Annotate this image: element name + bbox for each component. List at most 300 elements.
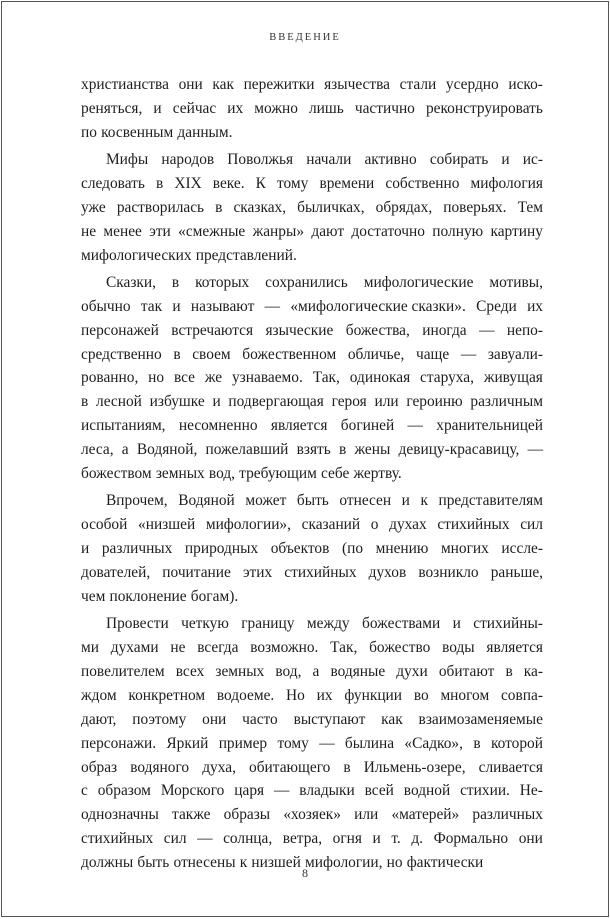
word-group (508, 73, 543, 97)
word-group (156, 172, 163, 196)
word: пример (218, 734, 268, 752)
text-line (81, 343, 543, 367)
word-group (128, 684, 205, 708)
word: которой (490, 734, 543, 752)
word-group (239, 462, 317, 486)
word-group (242, 708, 278, 732)
text-line (81, 660, 543, 684)
word-group (172, 803, 210, 827)
text-line (81, 121, 543, 145)
word: времени (319, 174, 375, 192)
word: и (153, 99, 162, 117)
word: часто (242, 710, 278, 728)
word-group (81, 196, 106, 220)
word: всей (364, 782, 394, 800)
page-number: 8 (302, 866, 308, 880)
word: Провести (106, 615, 169, 633)
word-group (213, 172, 245, 196)
word: называют (190, 297, 255, 315)
word-group (416, 343, 449, 367)
word-group (102, 537, 173, 561)
word-group (217, 684, 274, 708)
word-group (302, 513, 361, 537)
word-group (149, 220, 171, 244)
word: народов (161, 151, 215, 169)
word-group (491, 732, 543, 756)
word: различных (472, 806, 543, 824)
word: тому (277, 734, 309, 752)
word: природных (184, 540, 259, 558)
word: данным. (177, 123, 233, 141)
word: земных (215, 662, 265, 680)
word: уже (81, 198, 106, 216)
paragraph (81, 271, 543, 486)
word-group (505, 660, 512, 684)
word: дают (311, 222, 345, 240)
text-line (81, 196, 543, 220)
word-group (103, 220, 141, 244)
word: иногда (422, 321, 467, 339)
word: Яркий (166, 734, 209, 752)
word: пожелавший (205, 441, 289, 459)
text-line (81, 708, 543, 732)
word: однозначны (81, 806, 159, 824)
word: ис- (522, 151, 543, 169)
word-group (195, 271, 249, 295)
word: «матерей» (391, 806, 460, 824)
word: Тем (517, 198, 543, 216)
word: следовать (81, 174, 145, 192)
word: Формально (433, 830, 509, 848)
word-group (81, 779, 88, 803)
word-group (271, 537, 330, 561)
word: стихийны- (473, 615, 543, 633)
word-group (330, 636, 357, 660)
word: духи (396, 662, 428, 680)
text-line (81, 319, 543, 343)
word: растворилась (116, 198, 205, 216)
word-group (484, 366, 543, 390)
word-group (197, 636, 238, 660)
word-group (461, 343, 476, 367)
word-group (473, 732, 480, 756)
word-group (150, 390, 205, 414)
text-line (81, 390, 543, 414)
word: с (81, 782, 88, 800)
text-line (81, 489, 543, 513)
word: веке. (212, 174, 245, 192)
word-group (396, 660, 427, 684)
word: быличках, (297, 198, 365, 216)
word: так (140, 297, 163, 315)
word: «низшей (138, 516, 196, 534)
word: героиню (406, 393, 463, 411)
word: многих (440, 540, 489, 558)
word: — (479, 321, 495, 339)
word-group (486, 636, 543, 660)
word-group (411, 827, 423, 851)
word-group (130, 756, 189, 780)
word-group (501, 684, 543, 708)
word: мифологии», (205, 516, 291, 534)
word: в (156, 174, 164, 192)
word-group (354, 438, 390, 462)
word-group (309, 97, 344, 121)
word-group (490, 220, 542, 244)
word-group (369, 561, 407, 585)
word: языческие (265, 321, 334, 339)
word-group (109, 585, 186, 609)
word-group (437, 513, 509, 537)
word-group (243, 561, 272, 585)
word: повелителем (81, 662, 165, 680)
word: их (316, 686, 333, 704)
word-group (519, 827, 543, 851)
word-group (81, 827, 153, 851)
word: особой (81, 516, 128, 534)
word: их (227, 99, 244, 117)
word-group (290, 295, 466, 319)
word-group (254, 97, 298, 121)
word: и (372, 830, 381, 848)
text-line (81, 148, 543, 172)
word-group (274, 779, 289, 803)
word: солнца, (223, 830, 273, 848)
text-line (81, 366, 543, 390)
word-group (81, 73, 169, 97)
text-line (81, 779, 543, 803)
word: Поволжья (227, 151, 294, 169)
word-group (81, 172, 145, 196)
word-group (489, 271, 543, 295)
word: но (148, 369, 165, 387)
word-group (355, 97, 415, 121)
word-group (419, 708, 543, 732)
word: а (121, 441, 129, 459)
word: собирать (429, 151, 489, 169)
word: обитают (438, 662, 495, 680)
word: а (312, 662, 320, 680)
word: — (527, 441, 543, 459)
word-group (191, 585, 238, 609)
word-group (249, 756, 330, 780)
word: божествами (362, 615, 441, 633)
word: требующим (239, 465, 317, 483)
word: сейчас (172, 99, 217, 117)
word-group (212, 390, 220, 414)
word: живущая (483, 369, 543, 387)
word-group (376, 537, 429, 561)
word-group (297, 438, 331, 462)
word: завуали- (487, 345, 543, 363)
word: или (354, 806, 379, 824)
word: в (339, 441, 347, 459)
word: водяные (330, 662, 386, 680)
word-group (404, 732, 463, 756)
word: ка- (523, 662, 543, 680)
word-group (81, 462, 152, 486)
word-group (501, 148, 509, 172)
word-group (81, 438, 114, 462)
word-group (391, 803, 459, 827)
word-group (408, 414, 423, 438)
word-group (215, 660, 264, 684)
word: они (518, 830, 543, 848)
word-group (471, 172, 543, 196)
word-group (205, 366, 222, 390)
word-group (209, 462, 235, 486)
word-group (364, 756, 466, 780)
text-line (81, 732, 543, 756)
word-group (81, 585, 105, 609)
word-group (81, 537, 89, 561)
word: взять (296, 441, 331, 459)
word-group (81, 97, 142, 121)
word: низшей (251, 854, 301, 872)
word: реконструировать (425, 99, 543, 117)
word: раньше, (490, 563, 543, 581)
word-group (317, 684, 333, 708)
word-group (206, 513, 291, 537)
word-group (432, 220, 483, 244)
word-group (106, 271, 156, 295)
word: всех (175, 662, 205, 680)
word-group (192, 343, 230, 367)
word: водяного (130, 758, 190, 776)
word-group (265, 319, 333, 343)
word-group (399, 438, 520, 462)
word-group (404, 779, 450, 803)
word-group (440, 684, 489, 708)
word-group (330, 660, 385, 684)
word-group (132, 708, 186, 732)
word: стихийных (437, 516, 510, 534)
text-line (81, 684, 543, 708)
word-group (479, 756, 543, 780)
word: границу (241, 615, 295, 633)
word: они (178, 76, 203, 93)
word-group (491, 561, 543, 585)
word-group (436, 414, 543, 438)
word: в (173, 345, 181, 363)
word: отнесены (173, 854, 236, 872)
word-group (344, 684, 402, 708)
word-group (224, 803, 270, 827)
word-group (346, 319, 410, 343)
word: лесной (96, 393, 142, 411)
paragraph (81, 489, 543, 608)
word-group (406, 390, 462, 414)
text-line (81, 438, 543, 462)
text-line (81, 73, 543, 97)
text-line (81, 612, 543, 636)
word-group (520, 513, 543, 537)
word: Водяной (178, 492, 235, 510)
word: старуха, (420, 369, 474, 387)
word: полную (432, 222, 484, 240)
word-group (381, 708, 403, 732)
word-group (111, 636, 159, 660)
word-group (81, 244, 192, 268)
text-line (81, 513, 543, 537)
word-group (501, 537, 543, 561)
word-group (362, 612, 440, 636)
text-line (81, 414, 543, 438)
word: быть (296, 492, 329, 510)
word: духах (389, 516, 427, 534)
word-group (81, 295, 131, 319)
word: поверьях. (443, 198, 507, 216)
word-group (171, 319, 253, 343)
word-group (81, 660, 165, 684)
word-group (527, 295, 543, 319)
word-group (122, 438, 129, 462)
word-group (365, 779, 394, 803)
word-group (215, 196, 222, 220)
text-line (81, 271, 543, 295)
word-group (242, 343, 336, 367)
word-group (460, 779, 510, 803)
word-group (420, 489, 427, 513)
word-group (402, 489, 410, 513)
word: божество (369, 639, 431, 657)
word-group (297, 196, 364, 220)
word: Среди (476, 297, 517, 315)
word: встречаются (171, 321, 254, 339)
word-group (191, 295, 254, 319)
word-group (299, 779, 354, 803)
word-group (181, 612, 229, 636)
word: сохранились (265, 273, 348, 291)
word-group (434, 827, 509, 851)
word-group (426, 97, 543, 121)
word: все (173, 369, 195, 387)
word: стихийных (284, 563, 357, 581)
word-group (342, 537, 363, 561)
word: и (172, 297, 181, 315)
word: средственно (81, 345, 162, 363)
word-group (101, 121, 173, 145)
book-page (1, 1, 609, 917)
text-line (81, 295, 543, 319)
word: — (273, 782, 290, 800)
word: узнаваемо. (231, 369, 303, 387)
word: язычества (324, 76, 391, 93)
word-group (400, 73, 437, 97)
word-group (351, 220, 425, 244)
word: водоеме. (216, 686, 275, 704)
word: богам). (190, 587, 239, 605)
word-group (141, 295, 162, 319)
word: должны (81, 854, 134, 872)
word-group (297, 489, 329, 513)
word: Водяной, (136, 441, 198, 459)
word-group (96, 390, 142, 414)
word: одинокая (349, 369, 411, 387)
word-group (172, 295, 180, 319)
word-group (177, 121, 232, 145)
word: является (486, 639, 543, 657)
word: духами (110, 639, 159, 657)
word-group (313, 366, 340, 390)
word: и (212, 393, 221, 411)
word-group (364, 148, 416, 172)
word-group (244, 73, 315, 97)
word-group (233, 196, 286, 220)
word: но (386, 854, 403, 872)
word-group (333, 827, 362, 851)
text-line (81, 636, 543, 660)
body-text (81, 73, 543, 875)
word: воды (442, 639, 475, 657)
word-group (172, 271, 179, 295)
word-group (138, 513, 195, 537)
word: своем (192, 345, 231, 363)
word: тому (277, 174, 309, 192)
text-line (81, 462, 543, 486)
word-group (106, 489, 168, 513)
word: божественном (242, 345, 337, 363)
word-group (212, 73, 234, 97)
word: быть (137, 854, 170, 872)
word: (по (341, 540, 364, 558)
word: дователей, (81, 563, 151, 581)
word-group (81, 343, 162, 367)
word-group (148, 366, 164, 390)
word: Морского (160, 782, 225, 800)
word-group (528, 438, 543, 462)
word-group (307, 612, 350, 636)
word: Ильмень-озере, (363, 758, 466, 776)
word: дают, (81, 710, 117, 728)
word: как (381, 710, 403, 728)
word-group (284, 561, 356, 585)
word: образы (223, 806, 271, 824)
word-group (227, 148, 293, 172)
running-head: ВВЕДЕНИЕ (269, 32, 341, 43)
word: является (270, 417, 328, 435)
word-group (389, 513, 427, 537)
word: пережитки (243, 76, 315, 93)
word: стихии. (460, 782, 510, 800)
word-group (179, 73, 203, 97)
word: «хозяек» (283, 806, 341, 824)
word-group (161, 148, 214, 172)
word: к (239, 854, 248, 872)
word-group (81, 121, 97, 145)
word: также (172, 806, 211, 824)
word: совпа- (500, 686, 543, 704)
word: которых (195, 273, 250, 291)
word-group (156, 462, 205, 486)
word-group (81, 561, 150, 585)
word-group (173, 97, 217, 121)
word-group (265, 295, 280, 319)
word-group (227, 97, 243, 121)
word: мифология (470, 174, 543, 192)
word: многом (440, 686, 490, 704)
word: — (264, 297, 281, 315)
word: — (319, 734, 335, 752)
word-group (174, 366, 195, 390)
word-group (185, 537, 258, 561)
word-group (178, 220, 245, 244)
word: же (204, 369, 223, 387)
word: вод, (275, 662, 302, 680)
word-group (179, 414, 258, 438)
word-group (137, 438, 197, 462)
word: Так, (312, 369, 340, 387)
